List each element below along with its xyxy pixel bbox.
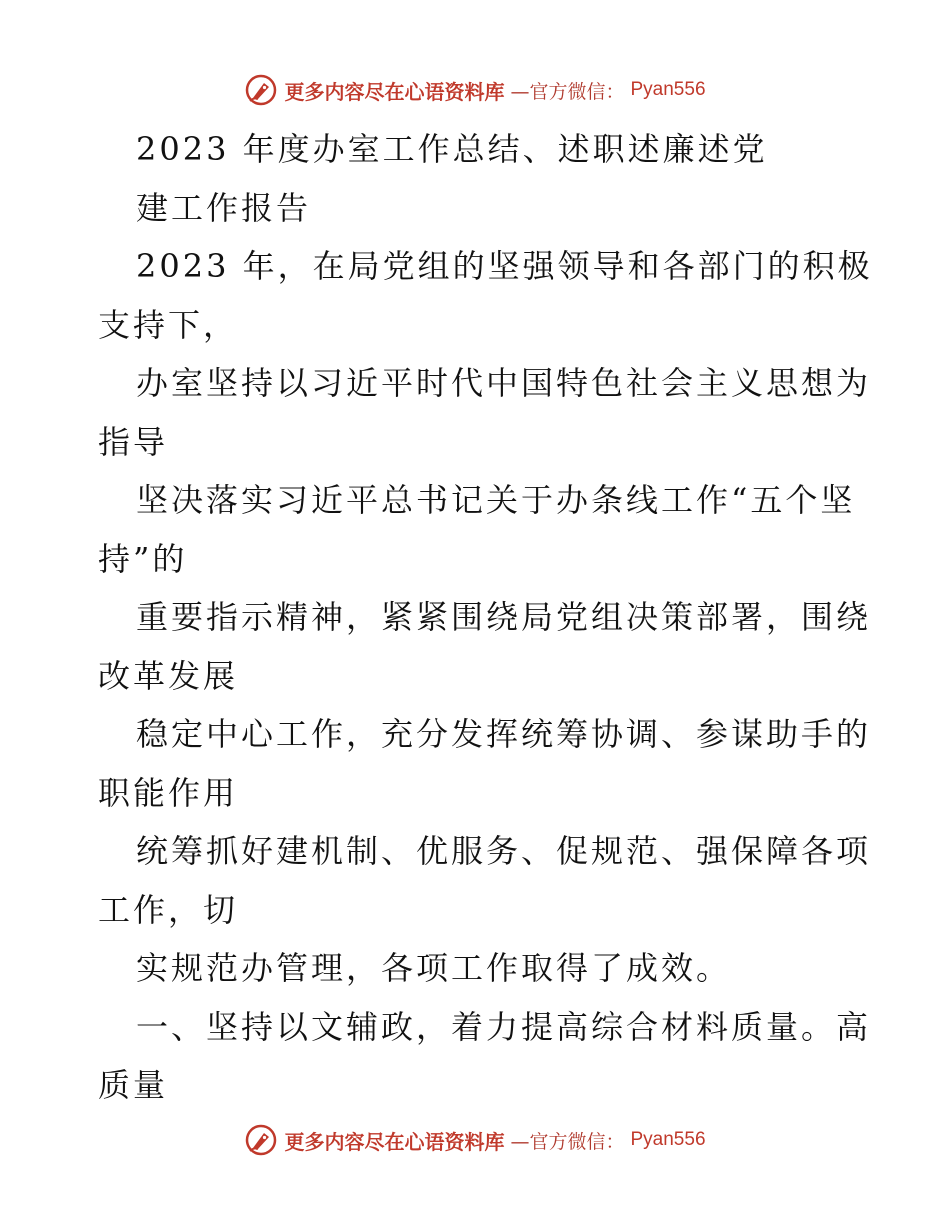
body-line: 坚决落实习近平总书记关于办条线工作“五个坚 [136, 481, 856, 519]
body-line: 统筹抓好建机制、优服务、促规范、强保障各项 [136, 832, 872, 870]
banner-account-id: Pyan556 [630, 79, 706, 100]
document-body [98, 120, 873, 1115]
footer-watermark-banner [0, 1120, 950, 1160]
body-line: 稳定中心工作，充分发挥统筹协调、参谋助手的 [136, 715, 872, 753]
pen-nib-logo-icon [244, 1123, 278, 1157]
body-line: 质量 [98, 1066, 169, 1104]
body-line: 2023 年，在局党组的坚强领导和各部门的积极 [136, 247, 873, 285]
body-line: 指导 [98, 422, 169, 461]
banner-separator: —官方微信： [510, 80, 625, 103]
banner-main-text: 更多内容尽在心语资料库 [284, 79, 505, 104]
section-heading-line: 一、坚持以文辅政，着力提高综合材料质量。高 [136, 1007, 872, 1046]
header-watermark-banner [0, 70, 950, 110]
body-line: 支持下， [98, 305, 239, 344]
body-line: 职能作用 [98, 773, 239, 812]
title-line-1: 2023 年度办室工作总结、述职述廉述党 [136, 130, 768, 168]
banner-separator: —官方微信： [510, 1130, 625, 1153]
body-line: 重要指示精神，紧紧围绕局党组决策部署，围绕 [136, 598, 872, 636]
banner-account-id: Pyan556 [630, 1129, 706, 1150]
body-line: 改革发展 [98, 656, 239, 695]
pen-nib-logo-icon [244, 73, 278, 107]
body-line: 持”的 [98, 539, 188, 578]
body-line: 工作，切 [98, 890, 239, 929]
body-line: 实规范办管理，各项工作取得了成效。 [136, 949, 732, 987]
title-line-2: 建工作报告 [136, 188, 312, 227]
banner-main-text: 更多内容尽在心语资料库 [284, 1129, 505, 1154]
body-line: 办室坚持以习近平时代中国特色社会主义思想为 [136, 364, 872, 402]
